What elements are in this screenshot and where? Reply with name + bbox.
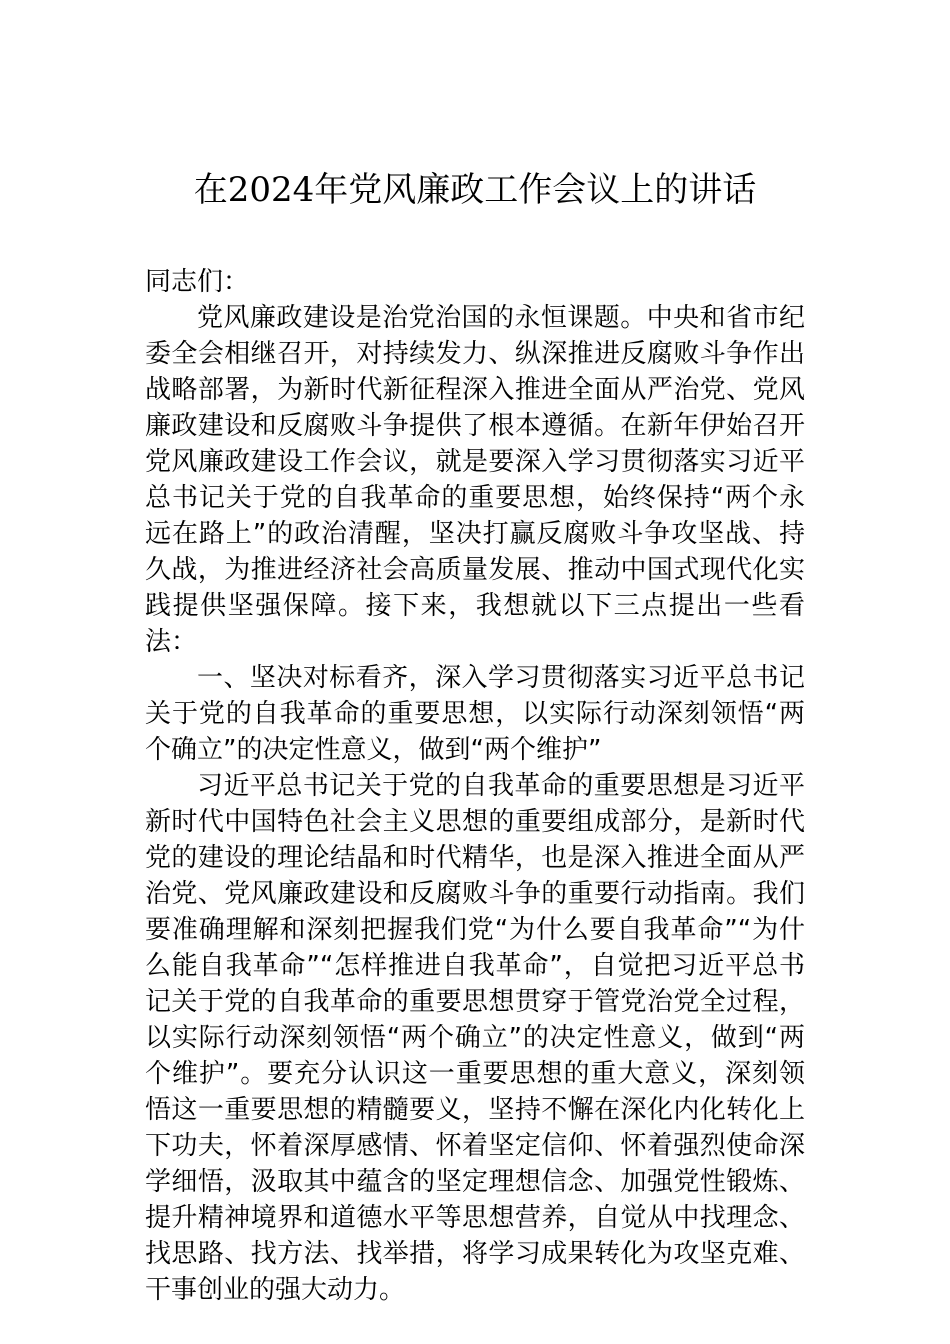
document-page xyxy=(145,160,805,1308)
section-heading-1: 一、坚决对标看齐，深入学习贯彻落实习近平总书记关于党的自我革命的重要思想，以实际行动深刻领悟“两个确立”的决定性意义，做到“两个维护” xyxy=(145,663,805,765)
paragraph-section-1: 习近平总书记关于党的自我革命的重要思想是习近平新时代中国特色社会主义思想的重要组成部分，是新时代党的建设的理论结晶和时代精华，也是深入推进全面从严治党、党风廉政建设和反腐败斗争的重要行动指南。我们要准确理解和深刻把握我们党“为什么要自我革命”“为什么能自我革命”“怎样推进自我革命”，自觉把习近平总书记关于党的自我革命的重要思想贯穿于管党治党全过程，以实际行动深刻领悟“两个确立”的决定性意义，做到“两个维护”。要充分认识这一重要思想的重大意义，深刻领悟这一重要思想的精髓要义，坚持不懈在深化内化转化上下功夫，怀着深厚感情、怀着坚定信仰、怀着强烈使命深学细悟，汲取其中蕴含的坚定理想信念、加强党性锻炼、提升精神境界和道德水平等思想营养，自觉从中找理念、找思路、找方法、找举措，将学习成果转化为攻坚克难、干事创业的强大动力。 xyxy=(145,771,805,1305)
salutation: 同志们： xyxy=(145,267,250,297)
paragraph-intro: 党风廉政建设是治党治国的永恒课题。中央和省市纪委全会相继召开，对持续发力、纵深推进反腐败斗争作出战略部署，为新时代新征程深入推进全面从严治党、党风廉政建设和反腐败斗争提供了根本遵循。在新年伊始召开党风廉政建设工作会议，就是要深入学习贯彻落实习近平总书记关于党的自我革命的重要思想，始终保持“两个永远在路上”的政治清醒，坚决打赢反腐败斗争攻坚战、持久战，为推进经济社会高质量发展、推动中国式现代化实践提供坚强保障。接下来，我想就以下三点提出一些看法： xyxy=(145,303,805,657)
document-title: 在2024年党风廉政工作会议上的讲话 xyxy=(193,170,757,210)
